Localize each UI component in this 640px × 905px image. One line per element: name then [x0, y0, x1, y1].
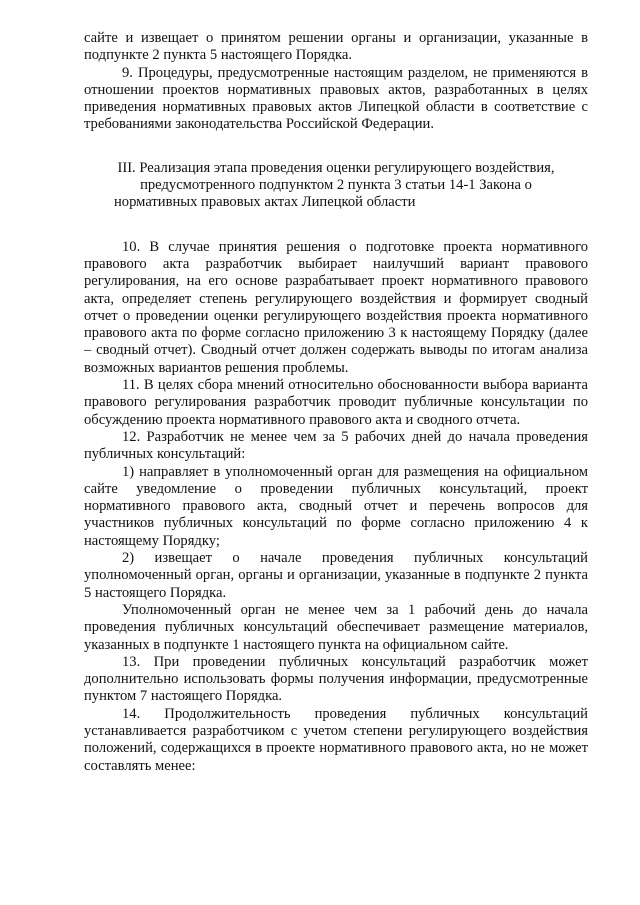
paragraph-continuation: сайте и извещает о принятом решении органы и организации, указанные в подпункте 2 пункта 5 настоящего Порядка.: [84, 30, 588, 64]
paragraph-11: 11. В целях сбора мнений относительно обоснованности выбора варианта правового регулирования разработчик проводит публичные консультации по обсуждению проекта нормативного правового акта и сводного отчета.: [84, 377, 588, 428]
paragraph-12-item-2: 2) извещает о начале проведения публичных консультаций уполномоченный орган, органы и организации, указанные в подпункте 2 пункта 5 настоящего Порядка.: [84, 550, 588, 601]
paragraph-9: 9. Процедуры, предусмотренные настоящим разделом, не применяются в отношении проектов нормативных правовых актов, разработанных в целях приведения нормативных правовых актов Липецкой области в соответствие с требованиями законодательства Российской Федерации.: [84, 64, 588, 133]
document-page: [84, 30, 588, 775]
paragraph-12: 12. Разработчик не менее чем за 5 рабочих дней до начала проведения публичных консультаций:: [84, 428, 588, 463]
paragraph-14: 14. Продолжительность проведения публичных консультаций устанавливается разработчиком с учетом степени регулирующего воздействия положений, содержащихся в проекте нормативного правового акта, но не может составлять менее:: [84, 705, 588, 774]
paragraph-12-note: Уполномоченный орган не менее чем за 1 рабочий день до начала проведения публичных консультаций обеспечивает размещение материалов, указанных в подпункте 1 настоящего пункта на официальном сайте.: [84, 601, 588, 653]
paragraph-13: 13. При проведении публичных консультаций разработчик может дополнительно использовать формы получения информации, предусмотренные пунктом 7 настоящего Порядка.: [84, 653, 588, 705]
paragraph-10: 10. В случае принятия решения о подготовке проекта нормативного правового акта разработчик выбирает наилучший вариант правового регулирования, на его основе разрабатывает проект нормативного правового акта, определяет степень регулирующего воздействия и формирует сводный отчет о проведении оценки регулирующего воздействия проекта нормативного правового акта по форме согласно приложению 3 к настоящему Порядку (далее – сводный отчет). Сводный отчет должен содержать выводы по итогам анализа возможных вариантов решения проблемы.: [84, 238, 588, 376]
paragraph-12-item-1: 1) направляет в уполномоченный орган для размещения на официальном сайте уведомление о проведении публичных консультаций, проект нормативного правового акта, сводный отчет и перечень вопросов для участников публичных консультаций по форме согласно приложению 4 к настоящему Порядку;: [84, 463, 588, 549]
section-heading: III. Реализация этапа проведения оценки регулирующего воздействия, предусмотренного подпунктом 2 пункта 3 статьи 14-1 Закона о нормативных правовых актах Липецкой области: [114, 159, 555, 211]
